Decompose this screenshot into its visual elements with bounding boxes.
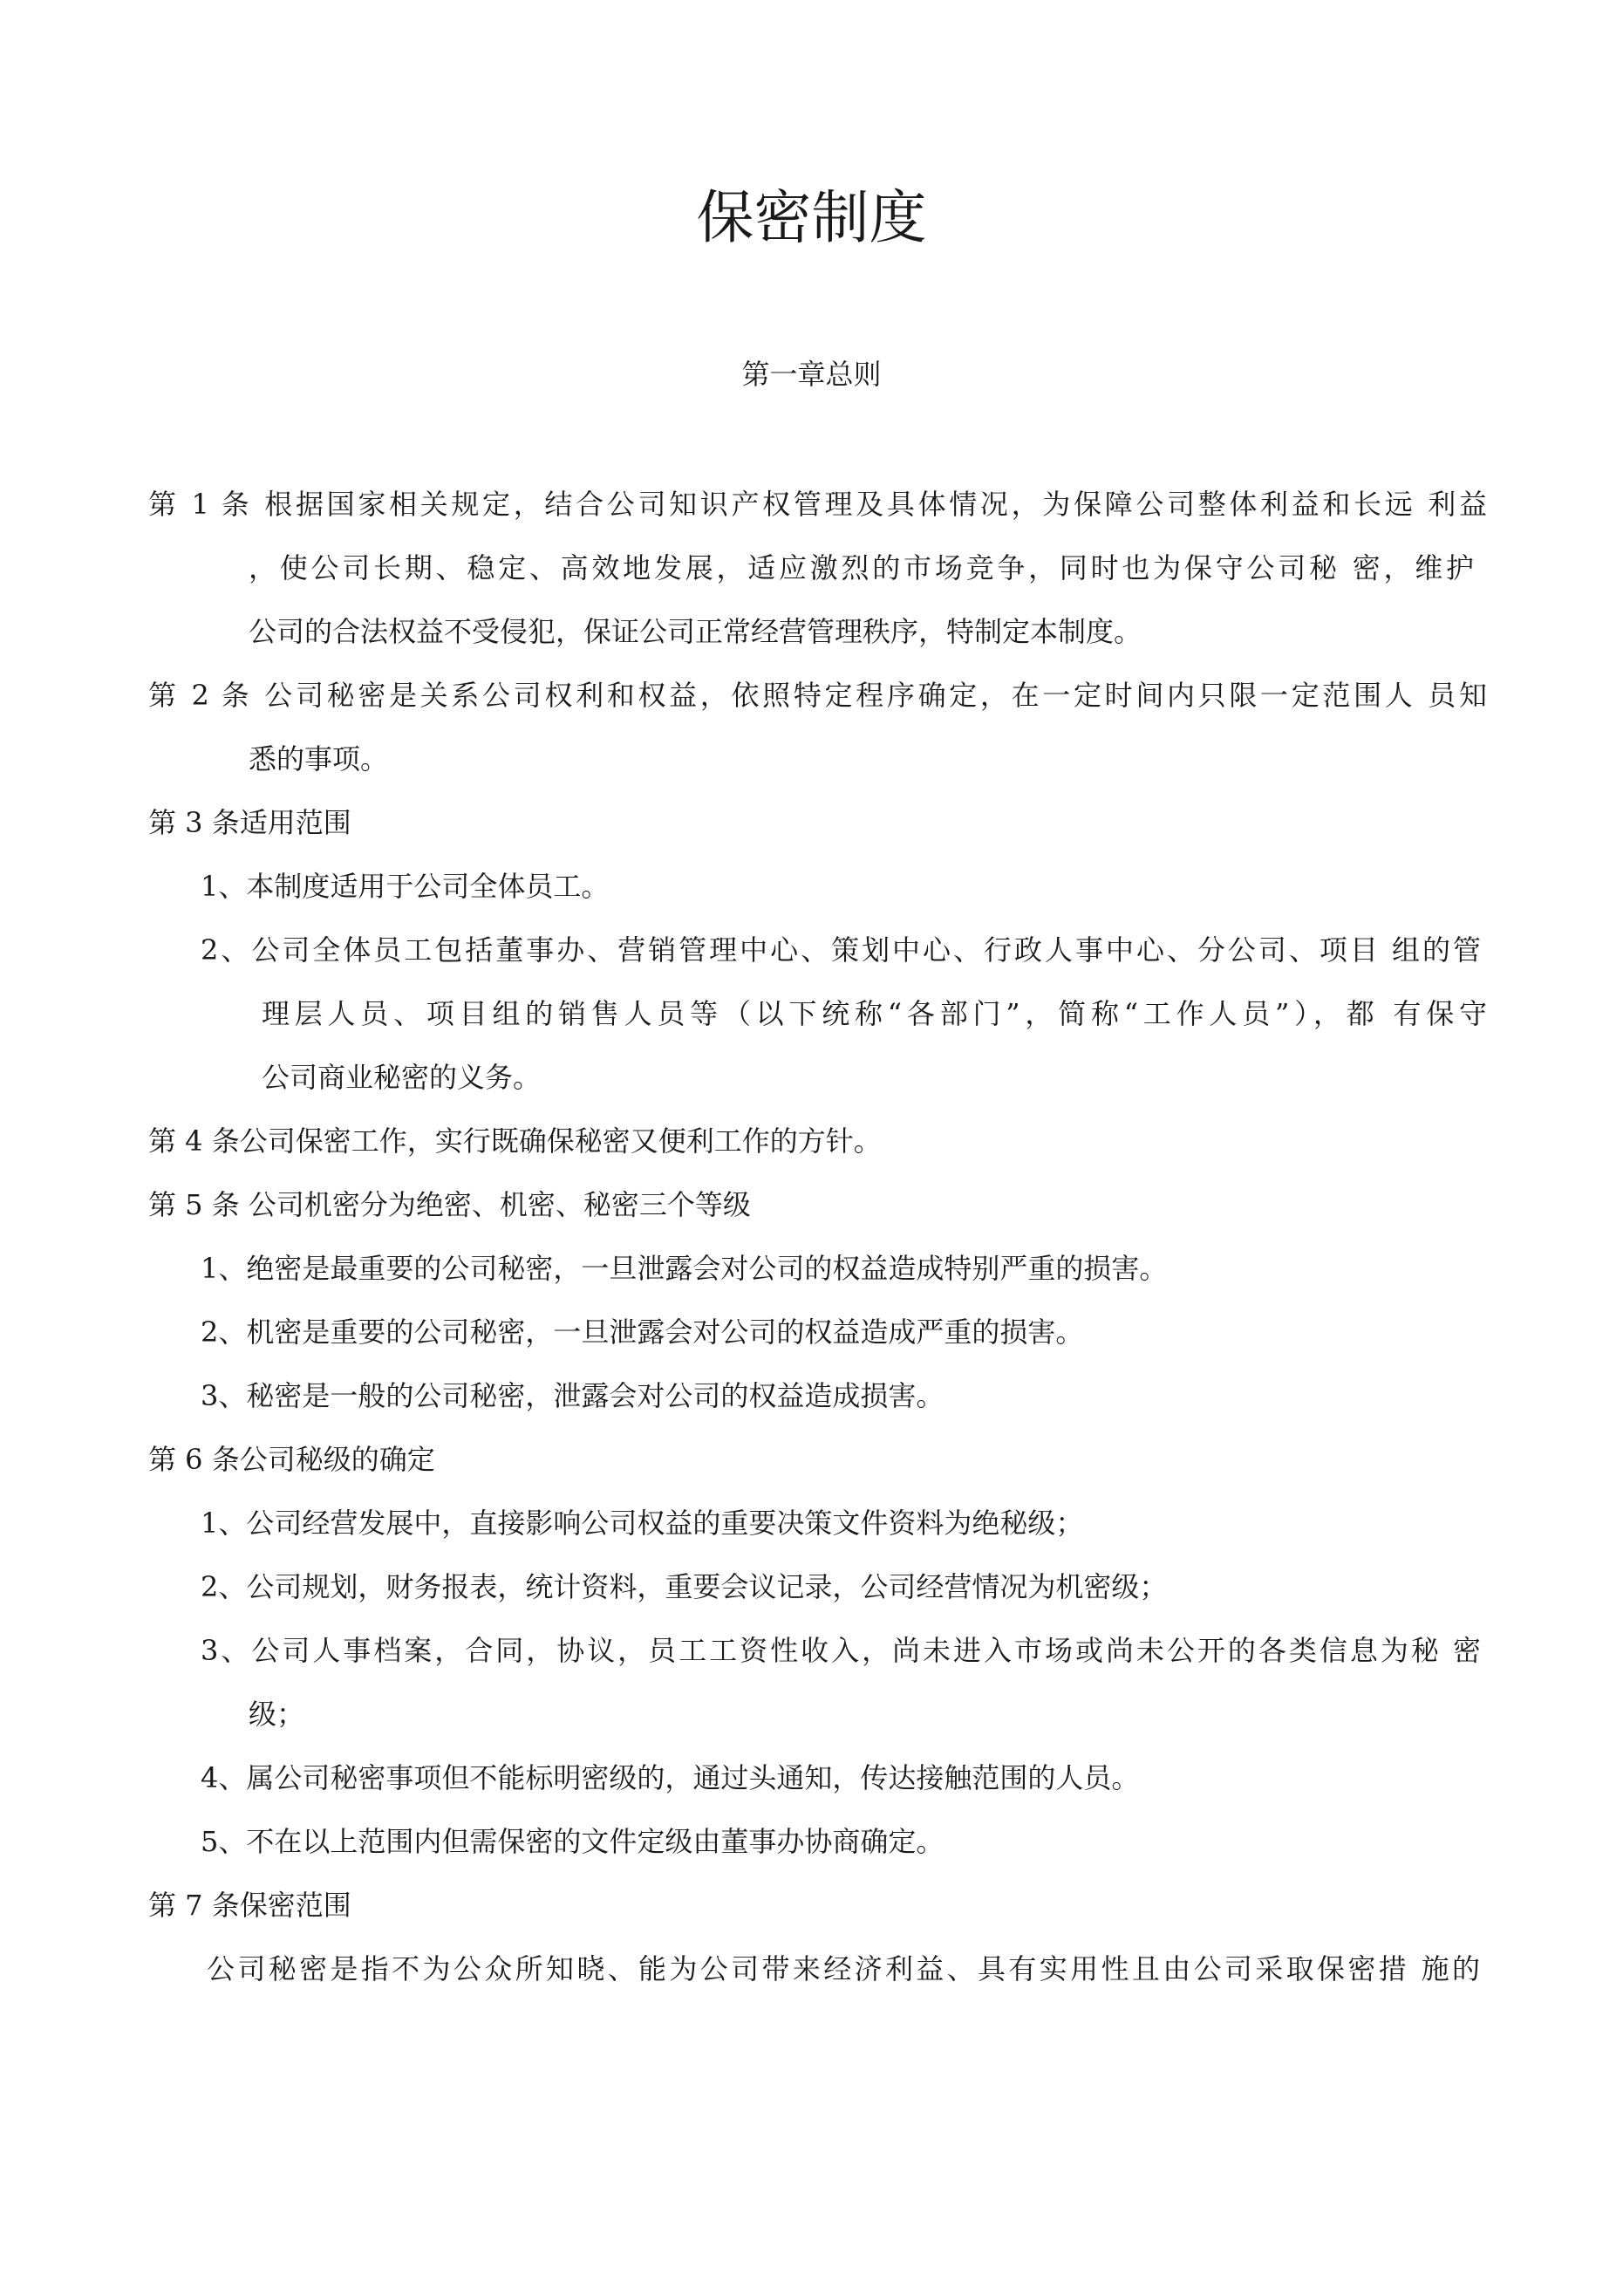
article-6-heading: 第 6 条公司秘级的确定 <box>148 1443 435 1476</box>
article-5-item-1: 1、绝密是最重要的公司秘密，一旦泄露会对公司的权益造成特别严重的损害。 <box>201 1252 1168 1285</box>
article-2-line-2: 悉的事项。 <box>249 742 389 776</box>
article-7-heading: 第 7 条保密范围 <box>148 1889 351 1922</box>
article-5-item-3: 3、秘密是一般的公司秘密，泄露会对公司的权益造成损害。 <box>201 1379 944 1412</box>
article-6-item-2: 2、公司规划，财务报表，统计资料，重要会议记录，公司经营情况为机密级； <box>201 1570 1168 1603</box>
article-3-item-1: 1、本制度适用于公司全体员工。 <box>201 870 610 903</box>
article-7-line-1: 公司秘密是指不为公众所知晓、能为公司带来经济利益、具有实用性且由公司采取保密措 施的 <box>207 1952 1480 1985</box>
article-6-item-3-line-1: 3、公司人事档案，合同，协议，员工工资性收入，尚未进入市场或尚未公开的各类信息为秘 密 <box>201 1634 1481 1667</box>
article-1-line-3: 公司的合法权益不受侵犯，保证公司正常经营管理秩序，特制定本制度。 <box>249 615 1142 648</box>
article-1-line-2: ，使公司长期、稳定、高效地发展，适应激烈的市场竞争，同时也为保守公司秘 密，维护 <box>249 551 1474 584</box>
article-3-heading: 第 3 条适用范围 <box>148 806 351 839</box>
article-5-item-2: 2、机密是重要的公司秘密，一旦泄露会对公司的权益造成严重的损害。 <box>201 1315 1084 1349</box>
article-1-line-1: 第 1 条 根据国家相关规定，结合公司知识产权管理及具体情况，为保障公司整体利益和长远 利益 <box>148 488 1487 521</box>
article-3-item-2-line-3: 公司商业秘密的义务。 <box>262 1061 542 1094</box>
article-6-item-5: 5、不在以上范围内但需保密的文件定级由董事办协商确定。 <box>201 1825 944 1858</box>
chapter-heading: 第一章总则 <box>741 358 882 391</box>
article-6-item-4: 4、属公司秘密事项但不能标明密级的，通过头通知，传达接触范围的人员。 <box>201 1761 1140 1794</box>
article-6-item-3-line-2: 级； <box>249 1698 305 1731</box>
article-3-item-2-line-2: 理层人员、项目组的销售人员等（以下统称“各部门”，简称“工作人员”），都 有保守 <box>262 997 1487 1030</box>
article-3-item-2-line-1: 2、公司全体员工包括董事办、营销管理中心、策划中心、行政人事中心、分公司、项目 组的管 <box>201 933 1481 967</box>
document-title: 保密制度 <box>696 184 927 251</box>
article-6-item-1: 1、公司经营发展中，直接影响公司权益的重要决策文件资料为绝秘级； <box>201 1507 1084 1540</box>
article-4: 第 4 条公司保密工作，实行既确保秘密又便利工作的方针。 <box>148 1124 882 1158</box>
article-5-heading: 第 5 条 公司机密分为绝密、机密、秘密三个等级 <box>148 1188 751 1221</box>
article-2-line-1: 第 2 条 公司秘密是关系公司权利和权益，依照特定程序确定，在一定时间内只限一定范围人 员知 <box>148 679 1487 712</box>
